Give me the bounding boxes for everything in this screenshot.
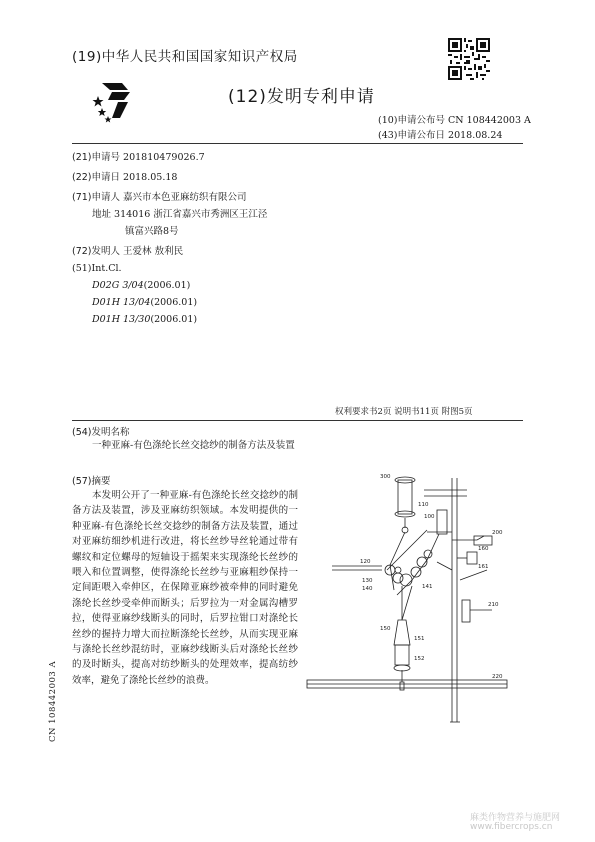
ipc-code: D01H 13/30: [92, 314, 151, 325]
header-divider: [72, 143, 523, 144]
ipc-year: (2006.01): [143, 280, 191, 291]
ipc-code: D02G 3/04: [92, 280, 144, 291]
drawing-label: 120: [360, 559, 371, 565]
application-number-label: (21)申请号: [72, 152, 121, 163]
invention-title: 一种亚麻-有色涤纶长丝交捻纱的制备方法及装置: [92, 440, 295, 451]
counts-divider: [72, 420, 523, 421]
drawing-label: 110: [418, 502, 429, 508]
abstract-label: (57)摘要: [72, 476, 111, 487]
ipc-year: (2006.01): [150, 297, 198, 308]
drawing-label: 100: [424, 514, 435, 520]
apparatus-drawing: [302, 470, 517, 750]
drawing-label: 150: [380, 626, 391, 632]
watermark-line2: www.fibercrops.cn: [470, 822, 553, 832]
document-kind: (12)发明专利申请: [228, 87, 375, 107]
publication-date: (43)申请公布日 2018.08.24: [378, 130, 503, 141]
drawing-label: 210: [488, 602, 499, 608]
inventor-row: [72, 243, 183, 257]
address-line2: 镇富兴路8号: [125, 226, 179, 237]
application-number: 201810479026.7: [123, 152, 205, 163]
address-line1: 314016 浙江省嘉兴市秀洲区王江泾: [114, 209, 268, 220]
ipc-year: (2006.01): [150, 314, 198, 325]
drawing-label: 130: [362, 578, 373, 584]
inventor-label: (72)发明人: [72, 246, 121, 257]
qr-code: [448, 38, 490, 80]
abstract-text: 本发明公开了一种亚麻-有色涤纶长丝交捻纱的制备方法及装置，涉及亚麻纺织领域。本发明提供的一种亚麻-有色涤纶长丝交捻纱的制备方法及装置，通过对亚麻纺细纱机进行改进，将长丝纱导丝轮通过带有螺纹和定位螺母的短轴设于摇架来实现涤纶长丝纱的喂入和位置调整，使得涤纶长丝纱与亚麻粗纱保持一定间距喂入牵伸区，在保障亚麻纱被牵伸的同时避免涤纶长丝纱受牵伸而断头；后罗拉为一对金属沟槽罗拉，使得亚麻纱线断头的同时，后罗拉钳口对涤纶长丝纱的握持力增大而拉断涤纶长丝纱，从而实现亚麻与涤纶长丝纱混纺时，亚麻纱线断头后对涤纶长丝纱的及时断头，提高对纺纱断头的处理效率，提高纺纱效率，避免了涤纶长丝纱的浪费。: [72, 490, 298, 686]
cnipa-logo: [92, 78, 132, 123]
ipc-class: [92, 280, 190, 291]
drawing-label: 140: [362, 586, 373, 592]
watermark-line1: 麻类作物营养与施肥网: [470, 813, 561, 823]
ipc-class: [92, 314, 197, 325]
applicant-label: (71)申请人: [72, 192, 121, 203]
authority-header: (19)中华人民共和国国家知识产权局: [72, 49, 298, 65]
drawing-label: 161: [478, 564, 489, 570]
drawing-label: 160: [478, 546, 489, 552]
page-counts: 权利要求书2页 说明书11页 附图5页: [335, 407, 473, 417]
drawing-label: 200: [492, 530, 503, 536]
inventors: 王爱林 敖利民: [123, 246, 184, 257]
title-label: (54)发明名称: [72, 427, 130, 438]
applicant: 嘉兴市本色亚麻纺织有限公司: [123, 192, 247, 203]
drawing-label: 220: [492, 674, 503, 680]
application-date-row: [72, 169, 177, 183]
ipc-class: [92, 297, 197, 308]
drawing-label: 152: [414, 656, 425, 662]
application-date-label: (22)申请日: [72, 172, 121, 183]
application-number-row: [72, 149, 205, 163]
publication-number: (10)申请公布号 CN 108442003 A: [378, 115, 531, 126]
drawing-label: 141: [422, 584, 433, 590]
drawing-label: 300: [380, 474, 391, 480]
applicant-row: [72, 189, 247, 203]
address-label: 地址: [92, 209, 112, 220]
address-row: [92, 206, 267, 220]
ipc-label: (51)Int.Cl.: [72, 263, 122, 274]
drawing-label: 151: [414, 636, 425, 642]
application-date: 2018.05.18: [123, 172, 178, 183]
side-publication-number: CN 108442003 A: [48, 660, 58, 742]
ipc-code: D01H 13/04: [92, 297, 151, 308]
